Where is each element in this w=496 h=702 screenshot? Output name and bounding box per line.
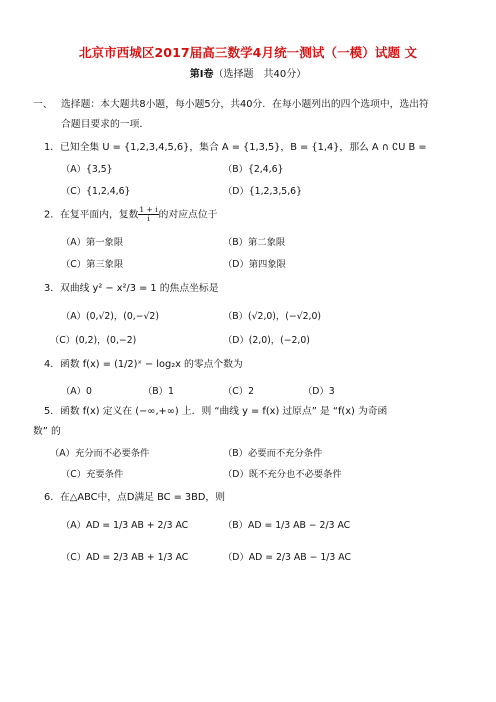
q4-option-a: （A）0	[61, 386, 92, 397]
q2-option-b: （B）第二象限	[223, 237, 286, 248]
section-intro-line2: 合题目要求的一项．	[61, 119, 150, 130]
q4-option-d: （D）3	[303, 386, 335, 397]
q6-option-d: （D）AD = 2/3 AB − 1/3 AC	[223, 552, 351, 563]
section-subtitle	[0, 65, 496, 80]
q5-stem-line2: 数” 的	[33, 426, 61, 437]
q6-option-a: （A）AD = 1/3 AB + 2/3 AC	[61, 520, 189, 531]
q6-option-b: （B）AD = 1/3 AB − 2/3 AC	[223, 520, 351, 531]
q2-stem	[44, 206, 217, 223]
q2-option-a: （A）第一象限	[61, 237, 124, 248]
q1-option-b: （B）{2,4,6}	[223, 164, 284, 175]
q5-option-c: （C）充要条件	[61, 469, 124, 480]
q3-stem: 3．双曲线 y² − x²/3 = 1 的焦点坐标是	[44, 283, 219, 294]
q1-option-a: （A）{3,5}	[61, 164, 113, 175]
q1-option-d: （D）{1,2,3,5,6}	[223, 186, 302, 197]
q2-stem-pre: 2．在复平面内，复数	[44, 209, 139, 221]
q2-fraction	[138, 206, 158, 223]
q1-option-c: （C）{1,2,4,6}	[61, 186, 131, 197]
section-intro-line1: 选择题：本大题共8小题，每小题5分，共40分．在每小题列出的四个选项中，选出符	[61, 99, 429, 110]
q5-option-b: （B）必要而不充分条件	[223, 448, 323, 459]
section-number: 一、	[33, 99, 53, 110]
q6-stem: 6．在△ABC中，点D满足 BC = 3BD，则	[44, 492, 226, 503]
q2-option-d: （D）第四象限	[223, 259, 286, 270]
part-label: 第Ⅰ卷	[189, 69, 214, 80]
q2-frac-den: i	[147, 214, 150, 223]
q5-option-d: （D）既不充分也不必要条件	[223, 469, 342, 480]
q3-option-d: （D）(2,0)，(−2,0)	[223, 335, 310, 346]
q2-option-c: （C）第三象限	[61, 259, 124, 270]
part-desc: （选择题 共40分）	[213, 69, 307, 80]
q2-frac-num: 1 + i	[139, 205, 158, 214]
q4-option-c: （C）2	[223, 386, 255, 397]
q4-stem: 4．函数 f(x) = (1/2)ˣ − log₂x 的零点个数为	[44, 359, 243, 370]
q1-stem: 1．已知全集 U = {1,2,3,4,5,6}，集合 A = {1,3,5}，B = {1,4}，那么 A ∩ ∁U B =	[44, 142, 427, 153]
document-title: 北京市西城区2017届高三数学4月统一测试（一模）试题 文	[78, 45, 418, 60]
q2-stem-post: 的对应点位于	[158, 209, 218, 221]
q6-option-c: （C）AD = 2/3 AB + 1/3 AC	[61, 552, 189, 563]
q5-option-a: （A）充分而不必要条件	[50, 448, 150, 459]
q4-option-b: （B）1	[143, 386, 174, 397]
q3-option-c: （C）(0,2)，(0,−2)	[50, 335, 137, 346]
q5-stem-line1: 5．函数 f(x) 定义在 (−∞,+∞) 上．则 “曲线 y = f(x) 过原点” 是 “f(x) 为奇函	[44, 406, 388, 417]
q3-option-b: （B）(√2,0)，(−√2,0)	[223, 311, 321, 322]
q3-option-a: （A）(0,√2)，(0,−√2)	[61, 311, 159, 322]
